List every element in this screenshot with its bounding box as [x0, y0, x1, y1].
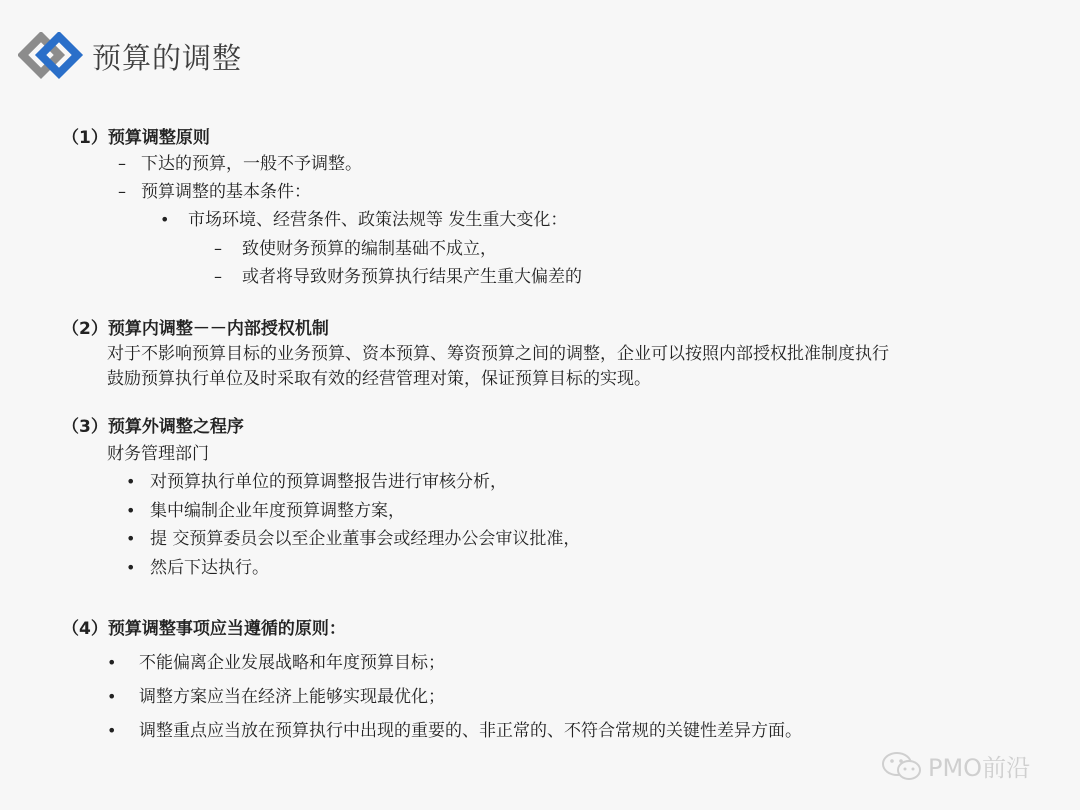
- bullet-marker: •: [160, 210, 170, 229]
- dash-marker: –: [118, 182, 126, 201]
- bullet-marker: •: [107, 687, 117, 706]
- bullet-marker: •: [126, 558, 136, 577]
- section3-item: 然后下达执行。: [150, 558, 269, 578]
- watermark: [880, 748, 1030, 783]
- bullet-marker: •: [126, 472, 136, 491]
- dash-marker: –: [214, 239, 222, 258]
- section2-body: 鼓励预算执行单位及时采取有效的经营管理对策，保证预算目标的实现。: [107, 369, 651, 389]
- bullet-marker: •: [107, 653, 117, 672]
- section2-heading: （2）预算内调整－－内部授权机制: [62, 319, 329, 339]
- section4-item: 调整重点应当放在预算执行中出现的重要的、非正常的、不符合常规的关键性差异方面。: [139, 721, 802, 741]
- watermark-text: PMO前沿: [928, 754, 1031, 782]
- section1-item: 下达的预算，一般不予调整。: [141, 154, 362, 174]
- section4-heading: （4）预算调整事项应当遵循的原则：: [62, 619, 346, 639]
- bullet-marker: •: [126, 529, 136, 548]
- section3-lead: 财务管理部门: [107, 444, 209, 464]
- bullet-marker: •: [126, 501, 136, 520]
- section2-body: 对于不影响预算目标的业务预算、资本预算、筹资预算之间的调整，企业可以按照内部授权批准制度执行: [107, 344, 889, 364]
- section1-subitem: 市场环境、经营条件、政策法规等 发生重大变化：: [188, 210, 568, 230]
- bullet-marker: •: [107, 721, 117, 740]
- dash-marker: –: [214, 267, 222, 286]
- section3-item: 提 交预算委员会以至企业董事会或经理办公会审议批准，: [150, 529, 581, 549]
- wechat-icon: [880, 751, 924, 781]
- logo-icon: [18, 32, 84, 82]
- dash-marker: –: [118, 154, 126, 173]
- section1-item: 预算调整的基本条件：: [141, 182, 311, 202]
- section1-heading: （1）预算调整原则: [62, 128, 210, 148]
- section4-item: 调整方案应当在经济上能够实现最优化；: [139, 687, 445, 707]
- section1-subsubitem: 或者将导致财务预算执行结果产生重大偏差的: [242, 267, 582, 287]
- page-title: 预算的调整: [92, 41, 243, 75]
- section4-item: 不能偏离企业发展战略和年度预算目标；: [139, 653, 445, 673]
- section3-item: 集中编制企业年度预算调整方案，: [150, 501, 405, 521]
- section1-subsubitem: 致使财务预算的编制基础不成立，: [242, 239, 497, 259]
- section3-item: 对预算执行单位的预算调整报告进行审核分析，: [150, 472, 507, 492]
- section3-heading: （3）预算外调整之程序: [62, 417, 244, 437]
